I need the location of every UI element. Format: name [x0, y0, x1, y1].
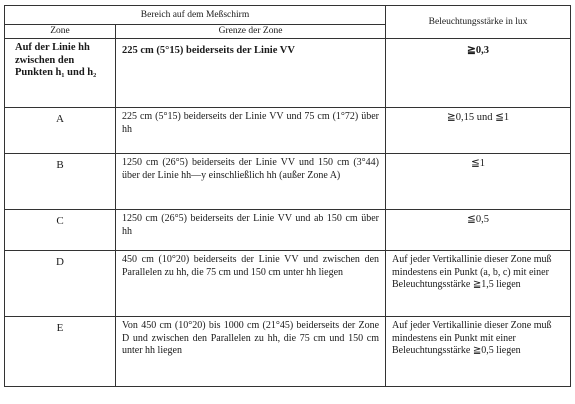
zone-cell: B [5, 154, 116, 210]
limit-cell: 1250 cm (26°5) beiderseits der Linie VV und ab 150 cm über hh [116, 210, 386, 251]
table-row [5, 317, 571, 387]
illumination-table [4, 5, 571, 387]
header-zone: Zone [5, 25, 116, 39]
limit-cell: 1250 cm (26°5) beiderseits der Linie VV und 150 cm (3°44) über der Linie hh—y einschließlich hh (außer Zone A) [116, 154, 386, 210]
lux-cell: ≧0,3 [386, 39, 571, 108]
limit-cell: Von 450 cm (10°20) bis 1000 cm (21°45) beiderseits der Zone D und zwischen den Parallelen zu hh, die 75 cm und 150 cm unter hh liegen [116, 317, 386, 387]
table-row [5, 251, 571, 317]
limit-cell: 450 cm (10°20) beiderseits der Linie VV und zwischen den Parallelen zu hh, die 75 cm und 150 cm unter hh liegen [116, 251, 386, 317]
table-row [5, 154, 571, 210]
header-area: Bereich auf dem Meßschirm [5, 6, 386, 25]
zone-cell: E [5, 317, 116, 387]
table-row [5, 210, 571, 251]
lux-cell: ≦1 [386, 154, 571, 210]
zone-cell: A [5, 108, 116, 154]
lux-cell: Auf jeder Vertikallinie dieser Zone muß mindestens ein Punkt mit einer Beleuchtungsstärke ≧0,5 liegen [386, 317, 571, 387]
table-row [5, 39, 571, 108]
header-lux: Beleuchtungsstärke in lux [386, 6, 571, 39]
lux-cell: Auf jeder Vertikallinie dieser Zone muß mindestens ein Punkt (a, b, c) mit einer Beleuchtungsstärke ≧1,5 liegen [386, 251, 571, 317]
zone-cell: D [5, 251, 116, 317]
zone-cell: Auf der Linie hh zwischen den Punkten h₁ und h₂ [5, 39, 116, 108]
header-limit: Grenze der Zone [116, 25, 386, 39]
lux-cell: ≧0,15 und ≦1 [386, 108, 571, 154]
zone-cell: C [5, 210, 116, 251]
header-row-top [5, 6, 571, 25]
table-row [5, 108, 571, 154]
limit-cell: 225 cm (5°15) beiderseits der Linie VV und 75 cm (1°72) über hh [116, 108, 386, 154]
lux-cell: ≦0,5 [386, 210, 571, 251]
limit-cell: 225 cm (5°15) beiderseits der Linie VV [116, 39, 386, 108]
